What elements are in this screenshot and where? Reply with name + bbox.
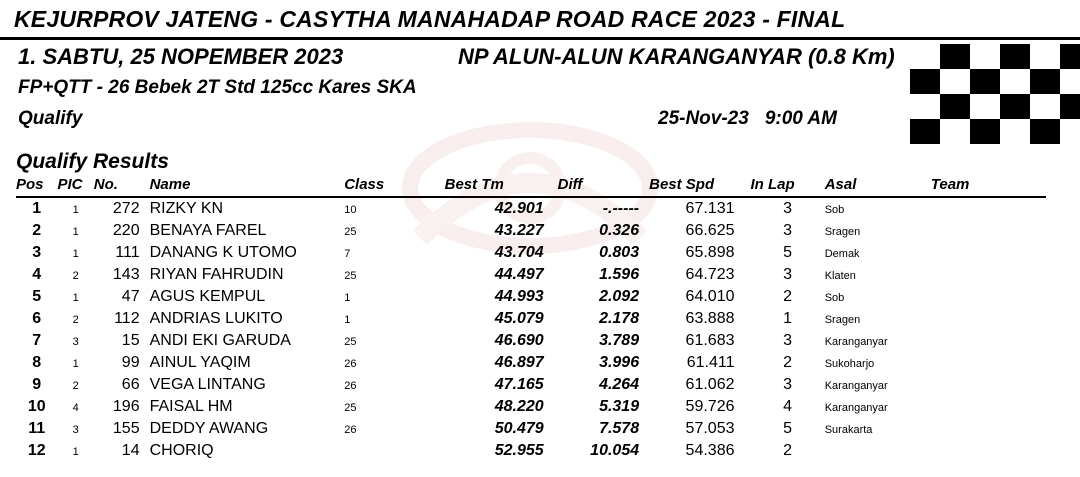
cell-pos: 7 — [32, 332, 42, 349]
cell-best-time: 50.479 — [494, 420, 544, 437]
table-row — [16, 197, 1046, 220]
cell-team — [931, 374, 1046, 396]
cell-team — [931, 264, 1046, 286]
cell-pic: 4 — [72, 402, 79, 414]
cell-pos: 10 — [27, 398, 46, 415]
cell-diff: 3.996 — [599, 354, 640, 371]
cell-best-speed: 61.411 — [686, 354, 735, 371]
cell-rider-name: AINUL YAQIM — [149, 354, 251, 371]
cell-best-speed: 64.010 — [685, 288, 735, 305]
cell-best-speed: 67.131 — [685, 200, 735, 217]
cell-diff: 10.054 — [590, 442, 640, 459]
results-table — [16, 176, 1046, 462]
cell-class: 26 — [344, 358, 357, 370]
cell-pos: 3 — [32, 244, 42, 261]
cell-best-time: 46.690 — [494, 332, 544, 349]
cell-pic: 1 — [72, 204, 79, 216]
table-row — [16, 330, 1046, 352]
col-team: Team — [931, 176, 1046, 197]
table-row — [16, 418, 1046, 440]
col-pic: PIC — [57, 176, 93, 197]
results-table-header — [16, 176, 1046, 197]
cell-asal: Karanganyar — [824, 402, 888, 414]
cell-pic: 3 — [72, 336, 79, 348]
cell-class: 26 — [344, 380, 357, 392]
cell-rider-name: RIZKY KN — [149, 200, 224, 217]
table-row — [16, 264, 1046, 286]
cell-best-time: 44.993 — [494, 288, 544, 305]
cell-pos: 4 — [32, 266, 42, 283]
cell-pic: 1 — [72, 446, 79, 458]
cell-pos: 2 — [32, 222, 42, 239]
cell-diff: 0.803 — [599, 244, 640, 261]
cell-number: 15 — [121, 332, 140, 349]
col-best-speed: Best Spd — [649, 176, 750, 197]
cell-best-speed: 64.723 — [685, 266, 735, 283]
cell-pic: 2 — [72, 314, 79, 326]
cell-class: 7 — [344, 248, 351, 260]
cell-pos: 9 — [32, 376, 42, 393]
cell-pos: 6 — [32, 310, 42, 327]
cell-number: 14 — [121, 442, 140, 459]
checkered-flag-icon — [910, 44, 1080, 144]
cell-rider-name: ANDRIAS LUKITO — [149, 310, 283, 327]
col-name: Name — [150, 176, 345, 197]
cell-number: 143 — [112, 266, 140, 283]
cell-pos: 8 — [32, 354, 42, 371]
cell-number: 272 — [112, 200, 140, 217]
cell-pic: 1 — [72, 358, 79, 370]
cell-class — [344, 440, 444, 462]
cell-in-lap: 2 — [783, 354, 793, 371]
cell-team — [931, 396, 1046, 418]
cell-number: 111 — [115, 244, 140, 261]
table-row — [16, 242, 1046, 264]
cell-class: 10 — [344, 204, 357, 216]
cell-diff: -.----- — [602, 200, 640, 217]
cell-best-speed: 54.386 — [685, 442, 735, 459]
cell-rider-name: ANDI EKI GARUDA — [149, 332, 291, 349]
cell-diff: 3.789 — [599, 332, 640, 349]
cell-asal — [825, 440, 931, 462]
cell-best-speed: 59.726 — [685, 398, 735, 415]
results-section-title: Qualify Results — [16, 150, 169, 173]
cell-class: 25 — [344, 226, 357, 238]
cell-rider-name: RIYAN FAHRUDIN — [149, 266, 284, 283]
cell-best-time: 43.227 — [494, 222, 544, 239]
cell-asal: Demak — [824, 248, 860, 260]
cell-diff: 1.596 — [599, 266, 640, 283]
cell-asal: Sukoharjo — [824, 358, 875, 370]
cell-best-speed: 63.888 — [685, 310, 735, 327]
col-in-lap: In Lap — [750, 176, 824, 197]
cell-pic: 3 — [72, 424, 79, 436]
cell-best-time: 52.955 — [494, 442, 544, 459]
cell-rider-name: FAISAL HM — [149, 398, 233, 415]
col-best-time: Best Tm — [445, 176, 558, 197]
cell-team — [931, 286, 1046, 308]
cell-number: 196 — [112, 398, 140, 415]
cell-best-time: 45.079 — [494, 310, 544, 327]
cell-rider-name: CHORIQ — [149, 442, 214, 459]
col-pos: Pos — [16, 176, 57, 197]
cell-in-lap: 4 — [783, 398, 793, 415]
session-label: Qualify — [18, 108, 83, 129]
event-title: KEJURPROV JATENG - CASYTHA MANAHADAP ROAD RACE 2023 - FINAL — [14, 6, 846, 32]
cell-asal: Surakarta — [824, 424, 873, 436]
table-row — [16, 286, 1046, 308]
cell-pic: 1 — [72, 226, 79, 238]
cell-diff: 0.326 — [599, 222, 640, 239]
venue-label: NP ALUN-ALUN KARANGANYAR (0.8 Km) — [458, 44, 895, 69]
results-table-body — [16, 197, 1046, 462]
cell-number: 66 — [121, 376, 140, 393]
cell-class: 25 — [344, 402, 357, 414]
session-date: 25-Nov-23 — [658, 108, 749, 129]
cell-class: 25 — [344, 336, 357, 348]
cell-class: 1 — [344, 314, 351, 326]
table-row — [16, 396, 1046, 418]
cell-rider-name: DEDDY AWANG — [149, 420, 269, 437]
cell-best-time: 46.897 — [494, 354, 544, 371]
cell-asal: Sragen — [824, 314, 861, 326]
cell-pos: 1 — [32, 200, 42, 217]
cell-in-lap: 3 — [783, 332, 793, 349]
cell-diff: 4.264 — [599, 376, 640, 393]
cell-asal: Sragen — [824, 226, 861, 238]
cell-team — [931, 220, 1046, 242]
cell-class: 1 — [344, 292, 351, 304]
cell-best-time: 47.165 — [494, 376, 544, 393]
cell-diff: 5.319 — [599, 398, 640, 415]
cell-number: 220 — [112, 222, 140, 239]
cell-diff: 7.578 — [599, 420, 640, 437]
cell-team — [931, 418, 1046, 440]
cell-pos: 11 — [28, 420, 46, 437]
cell-pic: 2 — [72, 270, 79, 282]
col-class: Class — [344, 176, 444, 197]
cell-best-speed: 61.683 — [685, 332, 735, 349]
table-row — [16, 374, 1046, 396]
day-label: 1. SABTU, 25 NOPEMBER 2023 — [18, 44, 344, 69]
cell-best-time: 42.901 — [494, 200, 544, 217]
cell-team — [931, 330, 1046, 352]
cell-in-lap: 3 — [783, 200, 793, 217]
cell-diff: 2.178 — [599, 310, 640, 327]
cell-team — [931, 197, 1046, 220]
cell-in-lap: 2 — [783, 442, 793, 459]
cell-team — [931, 440, 1046, 462]
cell-rider-name: VEGA LINTANG — [149, 376, 266, 393]
cell-in-lap: 5 — [783, 244, 793, 261]
cell-number: 112 — [114, 310, 140, 327]
table-row — [16, 440, 1046, 462]
cell-rider-name: BENAYA FAREL — [149, 222, 267, 239]
cell-asal: Sob — [824, 204, 845, 216]
cell-best-speed: 61.062 — [685, 376, 735, 393]
cell-team — [931, 308, 1046, 330]
cell-pic: 1 — [72, 292, 79, 304]
col-diff: Diff — [558, 176, 649, 197]
col-no: No. — [94, 176, 150, 197]
header-row — [16, 176, 1046, 197]
table-row — [16, 308, 1046, 330]
col-asal: Asal — [825, 176, 931, 197]
cell-best-time: 44.497 — [494, 266, 544, 283]
cell-number: 155 — [112, 420, 140, 437]
cell-best-speed: 65.898 — [685, 244, 735, 261]
cell-class: 25 — [344, 270, 357, 282]
cell-in-lap: 2 — [783, 288, 793, 305]
table-row — [16, 352, 1046, 374]
cell-asal: Karanganyar — [824, 380, 888, 392]
cell-team — [931, 242, 1046, 264]
cell-rider-name: AGUS KEMPUL — [149, 288, 266, 305]
cell-number: 99 — [121, 354, 140, 371]
cell-pos: 12 — [27, 442, 46, 459]
class-label: FP+QTT - 26 Bebek 2T Std 125cc Kares SKA — [18, 77, 417, 98]
table-row — [16, 220, 1046, 242]
cell-pic: 1 — [72, 248, 79, 260]
cell-rider-name: DANANG K UTOMO — [149, 244, 297, 261]
cell-class: 26 — [344, 424, 357, 436]
cell-in-lap: 1 — [783, 310, 793, 327]
cell-asal: Klaten — [824, 270, 856, 282]
cell-in-lap: 3 — [783, 222, 793, 239]
cell-number: 47 — [121, 288, 140, 305]
cell-best-speed: 66.625 — [685, 222, 735, 239]
cell-in-lap: 3 — [783, 266, 793, 283]
cell-in-lap: 3 — [783, 376, 793, 393]
cell-pos: 5 — [32, 288, 42, 305]
cell-best-time: 48.220 — [494, 398, 544, 415]
cell-pic: 2 — [72, 380, 79, 392]
cell-asal: Karanganyar — [824, 336, 888, 348]
cell-best-speed: 57.053 — [685, 420, 735, 437]
cell-in-lap: 5 — [783, 420, 793, 437]
cell-diff: 2.092 — [599, 288, 640, 305]
cell-best-time: 43.704 — [494, 244, 544, 261]
cell-asal: Sob — [824, 292, 845, 304]
session-time: 9:00 AM — [764, 108, 837, 129]
cell-team — [931, 352, 1046, 374]
